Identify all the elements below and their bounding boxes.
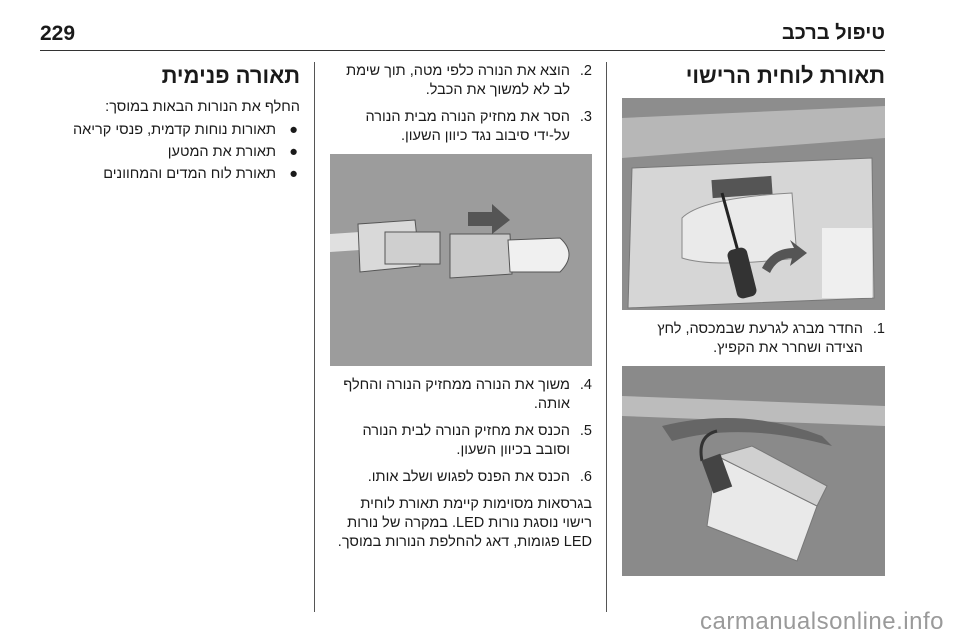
list-item: ● תאורות נוחות קדמית, פנסי קריאה <box>72 122 298 138</box>
step-5-number: 5. <box>579 423 592 439</box>
step-3 <box>330 108 592 146</box>
column-middle <box>330 62 592 552</box>
lamp-removal-illustration <box>622 366 885 576</box>
watermark: carmanualsonline.info <box>700 608 944 635</box>
step-4 <box>330 376 592 414</box>
step-6-text: הכנס את הפנס לפגוש ושלב אותו. <box>367 469 570 485</box>
step-6-number: 6. <box>579 469 592 485</box>
page-number: 229 <box>40 22 76 45</box>
figure-lamp-removal <box>622 366 885 576</box>
step-4-text: משוך את הנורה ממחזיק הנורה והחלף אותה. <box>343 377 570 412</box>
list-item: ● תאורת לוח המדים והמחוונים <box>103 166 298 182</box>
step-4-number: 4. <box>579 377 592 393</box>
bulb-holder-illustration <box>330 154 592 366</box>
led-note: בגרסאות מסוימות קיימת תאורת לוחית רישוי נוסגת נורות LED. במקרה של נורות LED פגומות, דאג להחלפת הנורות במוסך. <box>337 496 592 550</box>
license-plate-light-title: תאורת לוחית הרישוי <box>685 63 885 88</box>
step-5 <box>330 422 592 460</box>
step-2-text: הוצא את הנורה כלפי מטה, תוך שימת לב לא למשוך את הכבל. <box>346 63 570 98</box>
step-1-number: 1. <box>872 321 885 337</box>
interior-lighting-title: תאורה פנימית <box>161 63 300 88</box>
figure-bulb-holder <box>330 154 592 366</box>
step-6 <box>330 468 592 487</box>
column-divider-left <box>314 62 315 612</box>
figure-screwdriver-cover <box>622 98 885 310</box>
interior-bulb-list <box>40 121 300 184</box>
step-1 <box>622 320 885 358</box>
column-divider-right <box>606 62 607 612</box>
section-title: טיפול ברכב <box>781 22 885 44</box>
step-3-number: 3. <box>579 109 592 125</box>
step-1-text: החדר מברג לגרעת שבמכסה, לחץ הצידה ושחרר את הקפיץ. <box>657 321 863 356</box>
list-item: ● תאורת את המטען <box>167 144 298 160</box>
step-2-number: 2. <box>579 63 592 79</box>
step-5-text: הכנס את מחזיק הנורה לבית הנורה וסובב בכיוון השעון. <box>362 423 570 458</box>
column-left <box>40 62 300 187</box>
page-header <box>40 22 885 50</box>
interior-intro: החלף את הנורות הבאות במוסך: <box>105 99 300 115</box>
column-right <box>622 62 885 576</box>
step-3-text: הסר את מחזיק הנורה מבית הנורה על-ידי סיבוב נגד כיוון השעון. <box>365 109 570 144</box>
header-rule <box>40 50 885 51</box>
screwdriver-illustration <box>622 98 885 310</box>
step-2 <box>330 62 592 100</box>
